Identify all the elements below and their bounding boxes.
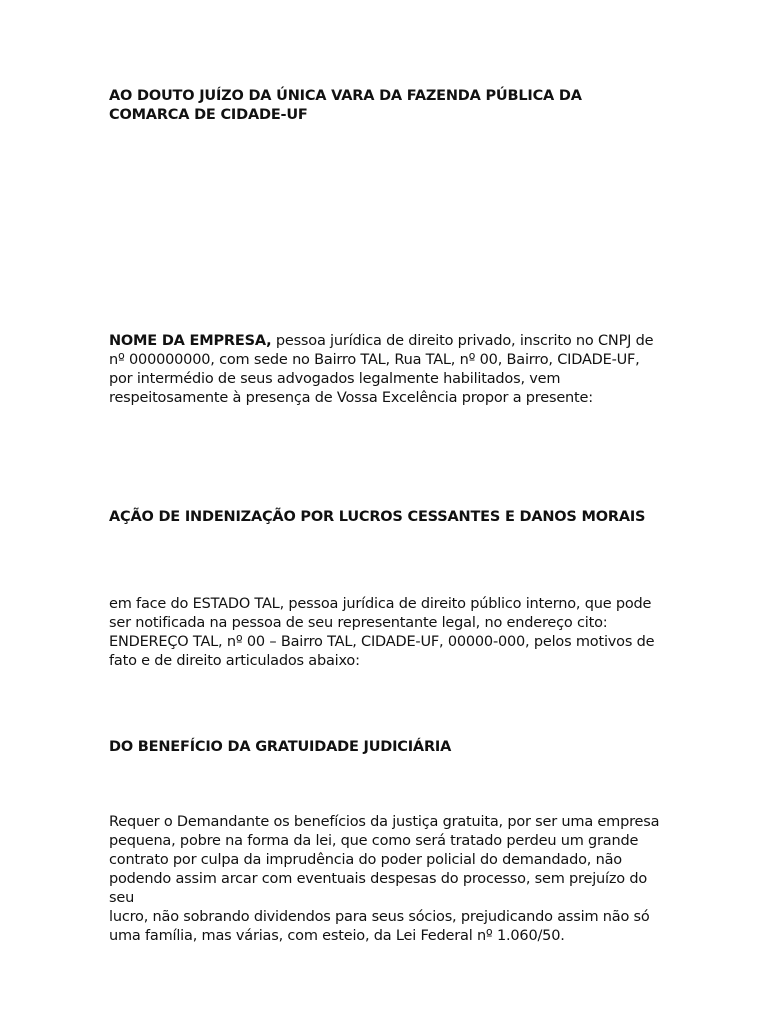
addressee-heading <box>109 87 669 125</box>
benefit-line-5: lucro, não sobrando dividendos para seus sócios, prejudicando assim não só <box>109 909 650 925</box>
against-line-3: ENDEREÇO TAL, nº 00 – Bairro TAL, CIDADE-UF, 00000-000, pelos motivos de <box>109 634 655 650</box>
benefit-line-4: podendo assim arcar com eventuais despesas do processo, sem prejuízo do seu <box>109 871 648 906</box>
against-paragraph <box>109 595 669 671</box>
intro-paragraph <box>109 332 669 408</box>
intro-line-4: respeitosamente à presença de Vossa Excelência propor a presente: <box>109 390 593 406</box>
benefit-line-3: contrato por culpa da imprudência do poder policial do demandado, não <box>109 852 622 868</box>
intro-line-3: por intermédio de seus advogados legalmente habilitados, vem <box>109 371 561 387</box>
addressee-line-1: AO DOUTO JUÍZO DA ÚNICA VARA DA FAZENDA PÚBLICA DA <box>109 88 582 104</box>
addressee-line-2: COMARCA DE CIDADE-UF <box>109 107 308 123</box>
benefit-line-1: Requer o Demandante os benefícios da justiça gratuita, por ser uma empresa <box>109 814 660 830</box>
intro-line-1 <box>109 332 669 351</box>
intro-line-1-rest: pessoa jurídica de direito privado, inscrito no CNPJ de <box>271 333 654 349</box>
against-line-4: fato e de direito articulados abaixo: <box>109 653 360 669</box>
intro-line-2: nº 000000000, com sede no Bairro TAL, Rua TAL, nº 00, Bairro, CIDADE-UF, <box>109 352 640 368</box>
benefit-paragraph <box>109 813 669 946</box>
benefit-line-2: pequena, pobre na forma da lei, que como será tratado perdeu um grande <box>109 833 639 849</box>
benefit-line-6: uma família, mas várias, com esteio, da Lei Federal nº 1.060/50. <box>109 928 565 944</box>
section-title: DO BENEFÍCIO DA GRATUIDADE JUDICIÁRIA <box>109 739 452 755</box>
against-line-2: ser notificada na pessoa de seu representante legal, no endereço cito: <box>109 615 608 631</box>
company-name: NOME DA EMPRESA, <box>109 333 272 349</box>
against-line-1: em face do ESTADO TAL, pessoa jurídica de direito público interno, que pode <box>109 596 652 612</box>
action-title: AÇÃO DE INDENIZAÇÃO POR LUCROS CESSANTES E DANOS MORAIS <box>109 509 646 525</box>
